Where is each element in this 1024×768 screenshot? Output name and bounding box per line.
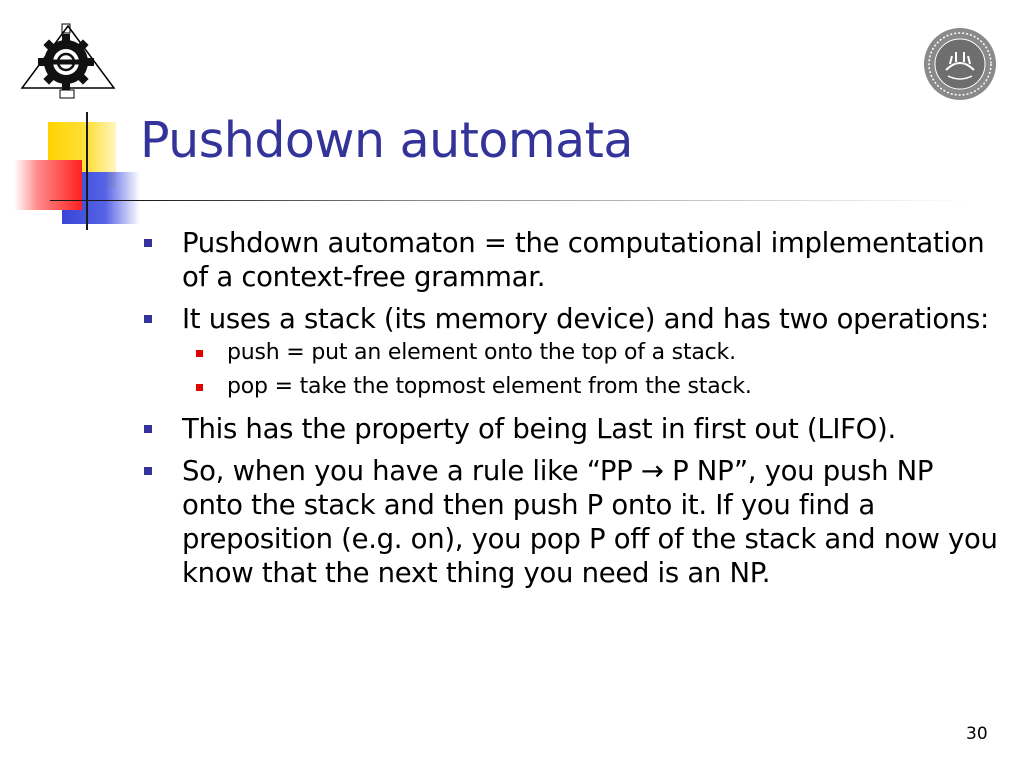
bullet-item <box>140 412 1000 446</box>
slide-body <box>140 226 1000 598</box>
decorative-vertical-line <box>86 112 88 230</box>
bullet-item <box>140 226 1000 294</box>
bullet-item <box>140 302 1000 336</box>
bullet-text: Pushdown automaton = the computational implementation of a context-free grammar. <box>182 227 985 293</box>
sub-bullet-item <box>182 338 1000 368</box>
bullet-text: This has the property of being Last in first out (LIFO). <box>182 413 896 445</box>
sub-bullet-text: pop = take the topmost element from the stack. <box>227 374 752 399</box>
university-seal-icon <box>922 26 998 102</box>
slide-title: Pushdown automata <box>140 112 633 169</box>
decorative-red-square <box>14 160 82 210</box>
page-number: 30 <box>966 724 988 744</box>
square-bullet-icon <box>144 467 152 475</box>
sub-bullet-item <box>182 372 1000 402</box>
sub-bullet-text: push = put an element onto the top of a stack. <box>227 340 736 365</box>
bullet-text: So, when you have a rule like “PP → P NP”, you push NP onto the stack and then push P onto it. If you find a preposition (e.g. on), you pop P off of the stack and now you know that the next thing you need is an NP. <box>182 455 998 589</box>
square-bullet-icon <box>144 239 152 247</box>
title-underline <box>50 200 970 201</box>
square-bullet-icon <box>144 425 152 433</box>
square-bullet-icon <box>144 315 152 323</box>
engineering-gear-logo-icon <box>18 22 118 104</box>
sub-bullet-list <box>140 338 1000 402</box>
bullet-text: It uses a stack (its memory device) and has two operations: <box>182 303 989 335</box>
red-square-bullet-icon <box>196 384 203 391</box>
bullet-item <box>140 454 1000 590</box>
red-square-bullet-icon <box>196 350 203 357</box>
